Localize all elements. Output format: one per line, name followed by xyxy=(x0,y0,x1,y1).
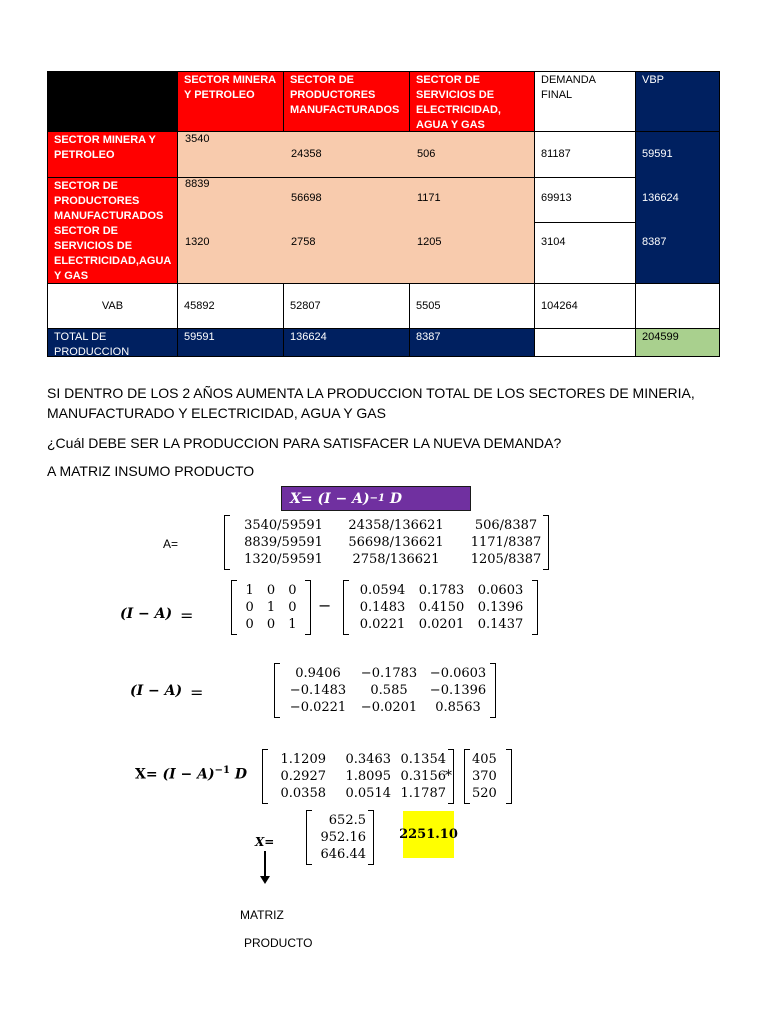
table-cell: 104264 xyxy=(541,299,578,312)
matrix-inverse xyxy=(262,751,454,802)
matrix-cell: 506/8387 xyxy=(474,518,538,533)
matrix-cell: 0 xyxy=(288,600,297,615)
matrix-cell: 0.585 xyxy=(370,683,408,698)
row-label-mining: SECTOR MINERA Y PETROLEO xyxy=(54,134,156,161)
table-cell: 8839 xyxy=(185,178,210,190)
matrix-cell: 0.4150 xyxy=(418,600,465,615)
matrix-cell: 0.2927 xyxy=(280,769,326,784)
table-cell: 81187 xyxy=(541,148,571,160)
equals-sign: = xyxy=(180,606,194,625)
table-cell: 1320 xyxy=(185,236,210,248)
table-cell-box xyxy=(409,283,535,329)
header-vbp: VBP xyxy=(642,74,665,86)
matrix-cell: 0 xyxy=(266,617,276,632)
table-cell: 506 xyxy=(417,148,436,160)
i-minus-a-label: (I − A) xyxy=(120,606,173,622)
table-cell: 8387 xyxy=(642,236,667,248)
matrix-cell: 1320/59591 xyxy=(244,552,323,567)
matrix-cell: −0.1783 xyxy=(360,666,418,681)
matrix-cell: 1205/8387 xyxy=(470,552,542,567)
row-label xyxy=(47,283,178,329)
matrix-cell: 1 xyxy=(245,583,254,598)
matrix-cell: 0.0201 xyxy=(418,617,465,632)
matrix-cell: 646.44 xyxy=(320,847,366,862)
row-label-total: TOTAL DE PRODUCCION xyxy=(54,331,130,357)
matrix-cell: 0.1483 xyxy=(359,600,406,615)
table-cell: 59591 xyxy=(642,148,673,160)
matrix-cell: 0.0603 xyxy=(477,583,524,598)
formula-exp: −1 xyxy=(369,493,385,504)
matrix-cell: 405 xyxy=(472,752,497,767)
matrix-cell: −0.1396 xyxy=(429,683,487,698)
section-heading: A MATRIZ INSUMO PRODUCTO xyxy=(47,463,255,479)
matrix-cell: 0 xyxy=(245,600,254,615)
matrix-cell: 0.3156 xyxy=(400,769,446,784)
i-minus-a-result-label: (I − A) xyxy=(130,683,183,699)
minus-sign: − xyxy=(318,596,332,615)
table-header-cell xyxy=(177,71,284,132)
matrix-cell: 0.0514 xyxy=(345,786,391,801)
matrix-cell: 0.8563 xyxy=(435,700,481,715)
multiply-sign: * xyxy=(445,768,452,784)
matrix-d xyxy=(464,751,512,802)
table-cell: 56698 xyxy=(291,192,322,204)
formula-expr: (I − A) xyxy=(317,490,370,507)
table-header-cell xyxy=(409,71,535,132)
row-label-manufacturing: SECTOR DE PRODUCTORES MANUFACTURADOS xyxy=(54,180,164,222)
table-cell-box xyxy=(283,328,410,357)
table-cell: 5505 xyxy=(416,299,441,312)
table-cell: 3104 xyxy=(541,236,566,248)
table-cell: 59591 xyxy=(184,331,215,343)
header-final-demand: DEMANDA FINAL xyxy=(541,74,596,101)
table-cell-box xyxy=(534,222,636,284)
row-label xyxy=(47,328,178,357)
matrix-cell: 0.1783 xyxy=(418,583,465,598)
table-cell-box xyxy=(534,328,636,357)
row-label xyxy=(47,177,178,284)
table-header-cell xyxy=(635,71,720,132)
matrix-cell: −0.0603 xyxy=(429,666,487,681)
x-formula-label: $X= (I - A)^{-1}$ D xyxy=(135,765,247,783)
caption-line1: MATRIZ xyxy=(240,908,284,922)
table-cell-box xyxy=(635,283,720,329)
matrix-cell: 1.8095 xyxy=(345,769,391,784)
table-corner-cell xyxy=(47,71,178,132)
table-cell: 136624 xyxy=(290,331,327,343)
total-highlight: 2251.10 xyxy=(403,811,454,858)
matrix-cell: 56698/136621 xyxy=(348,535,444,550)
a-label: A= xyxy=(163,537,179,551)
matrix-cell: 1.1787 xyxy=(400,786,446,801)
identity-matrix xyxy=(231,582,311,633)
table-cell: 204599 xyxy=(642,331,679,343)
table-cell-box xyxy=(283,283,410,329)
table-cell-box xyxy=(409,328,535,357)
matrix-cell: −0.1483 xyxy=(289,683,347,698)
row-label xyxy=(47,131,178,178)
matrix-cell: 0.3463 xyxy=(345,752,391,767)
matrix-i-minus-a xyxy=(274,665,496,716)
matrix-cell: 0.1437 xyxy=(477,617,524,632)
table-cell-box xyxy=(635,328,720,357)
matrix-cell: 0.0358 xyxy=(280,786,326,801)
table-header-cell xyxy=(283,71,410,132)
header-utilities: SECTOR DE SERVICIOS DE ELECTRICIDAD, AGUA Y GAS xyxy=(416,74,501,131)
table-cell-box xyxy=(534,283,636,329)
matrix-cell: 1171/8387 xyxy=(470,535,542,550)
matrix-a-fractions xyxy=(224,517,549,568)
row-divider xyxy=(177,177,536,178)
matrix-cell: 0.0221 xyxy=(359,617,406,632)
matrix-cell: 1.1209 xyxy=(280,752,326,767)
equals-sign: = xyxy=(190,683,204,702)
matrix-cell: −0.0221 xyxy=(289,700,347,715)
arrow-head-icon xyxy=(260,876,270,884)
intermediate-block xyxy=(177,131,536,284)
table-cell: 69913 xyxy=(541,192,572,204)
table-cell-box xyxy=(177,283,284,329)
row-label-utilities: SECTOR DE SERVICIOS DE ELECTRICIDAD,AGUA Y GAS xyxy=(54,225,171,282)
matrix-cell: 520 xyxy=(472,786,497,801)
matrix-a-values xyxy=(343,582,538,633)
matrix-cell: 24358/136621 xyxy=(348,518,444,533)
matrix-cell: 3540/59591 xyxy=(244,518,323,533)
caption-line2: PRODUCTO xyxy=(244,936,313,950)
formula-x: X= xyxy=(290,490,313,507)
matrix-cell: 0 xyxy=(266,583,276,598)
matrix-cell: 0.0594 xyxy=(359,583,406,598)
matrix-cell: 1 xyxy=(288,617,297,632)
table-header-cell xyxy=(534,71,636,132)
header-mining: SECTOR MINERA Y PETROLEO xyxy=(184,74,276,101)
table-cell-box xyxy=(177,328,284,357)
matrix-cell: 2758/136621 xyxy=(352,552,440,567)
matrix-cell: 0.1396 xyxy=(477,600,524,615)
input-output-table xyxy=(47,71,720,357)
header-manufacturing: SECTOR DE PRODUCTORES MANUFACTURADOS xyxy=(290,74,400,116)
matrix-cell: 0 xyxy=(245,617,254,632)
table-cell: 8387 xyxy=(416,331,441,343)
table-cell: 1171 xyxy=(417,192,441,204)
table-cell: 24358 xyxy=(291,148,322,160)
matrix-cell: 952.16 xyxy=(320,830,366,845)
matrix-cell: 0.1354 xyxy=(400,752,446,767)
matrix-cell: −0.0201 xyxy=(360,700,418,715)
question-text: ¿Cuál DEBE SER LA PRODUCCION PARA SATISFACER LA NUEVA DEMANDA? xyxy=(47,435,562,451)
down-arrow-icon xyxy=(264,851,266,877)
table-cell: 52807 xyxy=(290,299,321,312)
problem-statement: SI DENTRO DE LOS 2 AÑOS AUMENTA LA PRODUCCION TOTAL DE LOS SECTORES DE MINERIA, MANUFACTURADO Y ELECTRICIDAD, AGUA Y GAS xyxy=(47,385,695,421)
matrix-cell: 652.5 xyxy=(328,813,366,828)
formula-d: D xyxy=(389,490,402,507)
table-cell: 136624 xyxy=(642,192,679,204)
x-result-label: X= xyxy=(255,835,275,849)
formula-box xyxy=(281,486,471,511)
matrix-cell: 0 xyxy=(288,583,297,598)
matrix-cell: 370 xyxy=(472,769,497,784)
matrix-cell: 8839/59591 xyxy=(244,535,323,550)
matrix-x-result xyxy=(306,812,374,863)
table-cell: 2758 xyxy=(291,236,316,248)
matrix-cell: 1 xyxy=(266,600,276,615)
table-cell: 3540 xyxy=(185,133,210,145)
table-cell: 1205 xyxy=(417,236,442,248)
row-label-vab: VAB xyxy=(101,299,124,312)
table-cell: 45892 xyxy=(184,299,215,312)
matrix-cell: 0.9406 xyxy=(295,666,341,681)
